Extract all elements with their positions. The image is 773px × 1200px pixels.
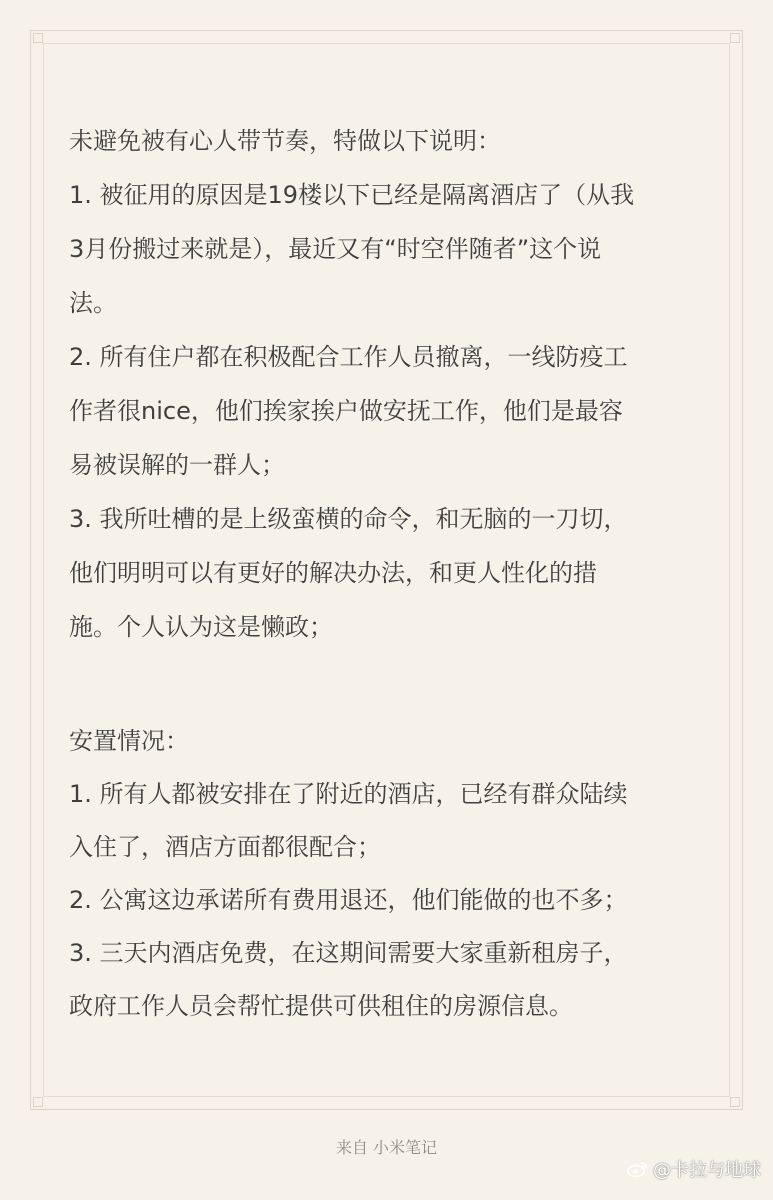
weibo-icon [627,1160,649,1178]
frame-corner-ornament [33,33,43,43]
section-gap [69,654,719,714]
intro-text: 未避免被有心人带节奏，特做以下说明： [69,127,501,155]
frame-corner-ornament [730,1097,740,1107]
frame-corner-ornament [730,33,740,43]
placement-point-1: 1. 所有人都被安排在了附近的酒店，已经有群众陆续 入住了，酒店方面都很配合； [69,780,628,861]
point-1: 1. 被征用的原因是19楼以下已经是隔离酒店了（从我 3月份搬过来就是），最近又有“时空伴随者”这个说 法。 [69,181,635,317]
placement-point-2: 2. 公寓这边承诺所有费用退还，他们能做的也不多； [69,886,628,914]
weibo-watermark [627,1156,761,1182]
note-content [69,114,719,1033]
placement-title: 安置情况： [69,727,189,755]
watermark-text: @卡拉与地球 [653,1160,761,1181]
placement-point-3: 3. 三天内酒店免费，在这期间需要大家重新租房子， 政府工作人员会帮忙提供可供租住的房源信息。 [69,939,628,1020]
frame-corner-ornament [33,1097,43,1107]
point-2: 2. 所有住户都在积极配合工作人员撤离，一线防疫工 作者很nice，他们挨家挨户做安抚工作，他们是最容 易被误解的一群人； [69,343,628,479]
source-footer: 来自 小米笔记 [335,1138,438,1157]
point-3: 3. 我所吐槽的是上级蛮横的命令，和无脑的一刀切， 他们明明可以有更好的解决办法，和更人性化的措 施。个人认为这是懒政； [69,505,628,641]
